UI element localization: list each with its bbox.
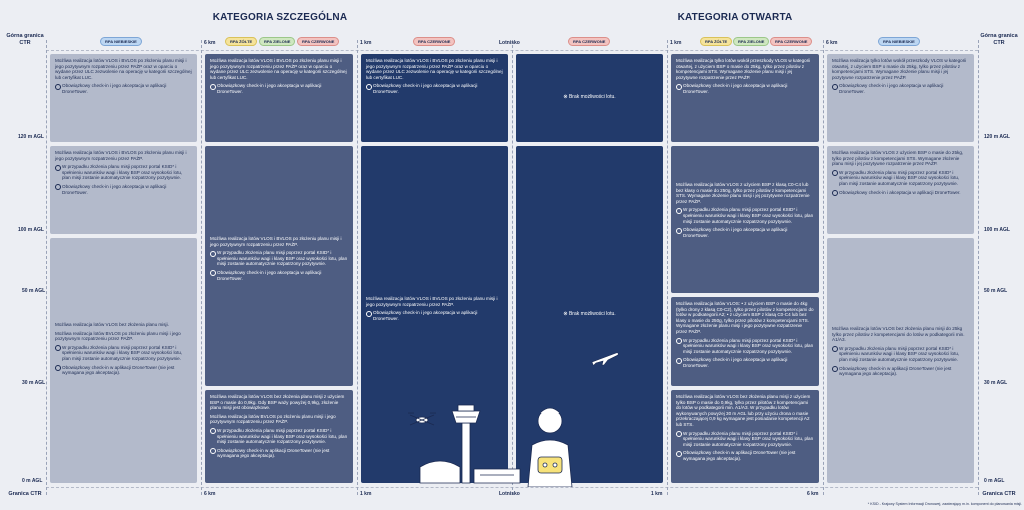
zone-pill-blue-right: RPA NIEBIESKIE (878, 37, 920, 46)
boundary-ctr-right (978, 40, 979, 495)
special-ygr-top-text: Możliwa realizacja lotów VLOS i BVLOS po złożeniu planu misji i jego pozytywnym rozpatrzeniu przez PAŻP oraz w oparciu o wydane przez ULC zezwolenie na operację w kategorii szczególnej lub certyfikat LUC. (210, 58, 347, 80)
open-ygr-mid-text: Możliwa realizacja lotów VLOS z użyciem BSP z klasą C0-C4 lub bez klasy o masie do 250g, tylko przez pilotów z kompetencjami STS. Wymagane złożenie planu misji i jej pozytywne rozpatrzenie przez PAŻP. (676, 182, 810, 204)
open-blue-top-text: Możliwa realizacja tylko lotów wokół przeszkody VLOS w kategorii otwartej, z użyciem BSP o masie do 25kg, tylko przez pilotów z kompetencjami STS. Wymagane złożenie planu misji i jej pozytywne rozpatrzenie przez PAŻP. (832, 58, 967, 80)
dist-6km-bottom-right: 6 km (807, 491, 819, 497)
alt-30-right: 30 m AGL (984, 380, 1008, 386)
special-red-top-box (361, 54, 508, 142)
special-red-top-checkin: Obowiązkowy check-in i jego akceptacja w aplikacji DroneTower. (366, 83, 503, 94)
ctr-bottom-right-label: Granica CTR (982, 491, 1016, 497)
open-blue-mid-text: Możliwa realizacja lotów VLOS z użyciem BSP o masie do 25kg, tylko przez pilotów z kompetencjami STS. Wymagane złożenie planu misji i jej pozytywne rozpatrzenie przez PAŻP. (832, 150, 964, 167)
alt-120-left: 120 m AGL (18, 134, 44, 140)
dist-airport-top: Lotnisko (499, 40, 520, 46)
open-blue-low-box (827, 238, 974, 483)
special-blue-low-checkin: Obowiązkowy check-in w aplikacji DroneTower (nie jest wymagana jego akceptacja). (55, 365, 192, 376)
open-ygr-low-ksid: W przypadku złożenia planu misji poprzez portal KSID* i spełnieniu warunków wagi i klasy BSP oraz wysokości lotu, plan misji zostanie automatycznie rozpatrzony pozytywnie. (676, 431, 814, 448)
boundary-6km-right (823, 40, 824, 495)
zone-pill-green-right: RPA ZIELONE (733, 37, 769, 46)
open-red-top-box (516, 54, 663, 142)
open-blue-top-box (827, 54, 974, 142)
open-red-top-no-flight: ⊗ Brak możliwości lotu. (516, 95, 663, 101)
zone-pill-yellow-left: RPA ŻÓŁTE (225, 37, 257, 46)
alt-100-left: 100 m AGL (18, 227, 44, 233)
open-blue-mid-checkin: Obowiązkowy check-in i akceptacja w aplikacji DroneTower. (832, 190, 969, 196)
special-blue-mid-box (50, 146, 197, 234)
open-red-low-no-flight: ⊗ Brak możliwości lotu. (516, 312, 663, 318)
dist-1km-top-right: 1 km (670, 40, 682, 46)
open-blue-mid-ksid: W przypadku złożenia planu misji poprzez portal KSID* i spełnieniu warunków wagi i klasy BSP oraz wysokości lotu, plan misji zostanie automatycznie rozpatrzony pozytywnie. (832, 170, 969, 187)
special-ygr-mid-box (205, 146, 353, 386)
special-ygr-top-box (205, 54, 353, 142)
special-blue-top-checkin: Obowiązkowy check-in i jego akceptacja w aplikacji DroneTower. (55, 83, 192, 94)
zone-pill-red-center-right: RPA CZERWONE (568, 37, 610, 46)
zone-pill-red-left: RPA CZERWONE (297, 37, 339, 46)
dist-6km-top-right: 6 km (826, 40, 838, 46)
zone-pill-green-left: RPA ZIELONE (259, 37, 295, 46)
zone-pill-red-right: RPA CZERWONE (770, 37, 812, 46)
drone-icon (408, 413, 436, 425)
alt-0-left: 0 m AGL (22, 478, 43, 484)
special-ygr-top-checkin: Obowiązkowy check-in i jego akceptacja w aplikacji DroneTower. (210, 83, 348, 94)
open-ygr-50-box (671, 297, 819, 386)
special-ygr-low-ksid: W przypadku złożenia planu misji poprzez portal KSID* i spełnieniu warunków wagi i klasy BSP oraz wysokości lotu, plan misji zostanie automatycznie rozpatrzony pozytywnie. (210, 428, 348, 445)
alt-50-right: 50 m AGL (984, 288, 1008, 294)
special-blue-mid-text: Możliwa realizacja lotów VLOS i BVLOS po złożeniu planu misji i jego pozytywnym rozpatrzeniu przez PAŻP. (55, 150, 187, 161)
special-ygr-low-checkin: Obowiązkowy check-in w aplikacji DroneTower (nie jest wymagana jego akceptacja). (210, 448, 348, 459)
dist-1km-bottom-right: 1 km (651, 491, 663, 497)
special-red-low-checkin: Obowiązkowy check-in i jego akceptacja w aplikacji DroneTower. (366, 310, 503, 321)
open-ygr-50-ksid: W przypadku złożenia planu misji poprzez portal KSID* i spełnieniu warunków wagi i klasy BSP oraz wysokości lotu, plan misji zostanie automatycznie rozpatrzony pozytywnie. (676, 338, 814, 355)
boundary-1km-left (357, 40, 358, 495)
special-ygr-low-bvlos: Możliwa realizacja lotów BVLOS po złożeniu planu misji i jego pozytywnym rozpatrzeniu przez PAŻP. (210, 413, 336, 425)
boundary-6km-left (201, 40, 202, 495)
dist-6km-bottom-left: 6 km (204, 491, 216, 497)
open-blue-low-ksid: W przypadku złożenia planu misji poprzez portal KSID* i spełnieniu warunków wagi i klasy BSP oraz wysokości lotu, plan misji zostanie automatycznie rozpatrzony pozytywnie. (832, 346, 969, 363)
open-ygr-top-text: Możliwa realizacja tylko lotów wokół przeszkody VLOS w kategorii otwartej, z użyciem BSP o masie do 25kg, tylko przez pilotów z kompetencjami STS. Wymagane złożenie planu misji i jej pozytywne rozpatrzenie przez PAŻP. (676, 58, 811, 80)
special-ygr-mid-ksid: W przypadku złożenia planu misji poprzez portal KSID* i spełnieniu warunków wagi i klasy BSP oraz wysokości lotu, plan misji zostanie automatycznie rozpatrzony pozytywnie. (210, 250, 348, 267)
dist-1km-bottom-left: 1 km (360, 491, 372, 497)
open-blue-low-checkin: Obowiązkowy check-in w aplikacji DroneTower (nie jest wymagana jego akceptacja). (832, 366, 969, 377)
special-blue-low-bvlos: Możliwa realizacja lotów BVLOS po złożeniu planu misji i jego pozytywnym rozpatrzeniu przez PAŻP. (55, 330, 181, 342)
open-ygr-low-text: Możliwa realizacja lotów VLOS bez złożenia planu misji z użyciem tylko BSP o masie do 0,9kg, tylko przez pilotów z kompetencjami do lotów w podkategorii min. A1/A3. W przypadku lotów wykonywanych powyżej 30 m AGL lub przy użyciu drona o masie przekraczającej 0,9 kg wymagane jest posiadanie kompetencji A2 lub STS. (676, 394, 811, 427)
special-ygr-low-box (205, 390, 353, 483)
boundary-1km-right (667, 40, 668, 495)
boundary-ctr-left (46, 40, 47, 495)
dist-1km-top-left: 1 km (360, 40, 372, 46)
footnote: * KSID - Krajowy System Informacji Dronowej, zawierający m.in. komponent do planowania misji. (867, 502, 1022, 506)
open-ygr-mid-ksid: W przypadku złożenia planu misji poprzez portal KSID* i spełnieniu warunków wagi i klasy BSP oraz wysokości lotu, plan misji zostanie automatycznie rozpatrzony pozytywnie. (676, 207, 814, 224)
special-ygr-mid-text: Możliwa realizacja lotów VLOS i BVLOS po złożeniu planu misji i jego pozytywnym rozpatrzeniu przez PAŻP. (210, 236, 342, 247)
open-ygr-50-checkin: Obowiązkowy check-in i jego akceptacja w aplikacji DroneTower. (676, 357, 814, 368)
open-ygr-top-box (671, 54, 819, 142)
special-blue-mid-checkin: Obowiązkowy check-in i jego akceptacja w aplikacji DroneTower. (55, 184, 192, 195)
special-blue-low-box (50, 238, 197, 483)
ctr-upper-right-label: Górna granica CTR (980, 33, 1018, 46)
alt-100-right: 100 m AGL (984, 227, 1010, 233)
ctr-bottom-left-label: Granica CTR (8, 491, 42, 497)
open-ygr-mid-checkin: Obowiązkowy check-in i jego akceptacja w aplikacji DroneTower. (676, 227, 814, 238)
airport-illustration (400, 395, 590, 487)
special-blue-mid-ksid: W przypadku złożenia planu misji poprzez portal KSID* i spełnieniu warunków wagi i klasy BSP oraz wysokości lotu, plan misji zostanie automatycznie rozpatrzony pozytywnie. (55, 164, 192, 181)
open-blue-low-text: Możliwa realizacja lotów VLOS bez złożenia planu misji do 25kg tylko przez pilotów z kompetencjami do lotów w podkategorii min. A1/A3. (832, 326, 965, 343)
special-ygr-low-text: Możliwa realizacja lotów VLOS bez złożenia planu misji z użyciem BSP o masie do 0,9kg. Gdy BSP waży powyżej 0,9kg, złożenie planu misji jest obowiązkowe. (210, 394, 345, 411)
zone-pill-yellow-right: RPA ŻÓŁTE (700, 37, 732, 46)
pilot-icon (528, 408, 572, 487)
alt-0-right: 0 m AGL (984, 478, 1005, 484)
category-open-title: KATEGORIA OTWARTA (677, 12, 793, 23)
open-ygr-50-text: Możliwa realizacja lotów VLOS: • z użyciem BSP o masie do 4kg (tylko drony z klasą C0-C2), tylko przez pilotów z kompetencjami do lotów w podkategorii A2; • z użyciem BSP z klasą C0-C4 lub bez klasy o masie do 250g, tylko przez pilotów z kompetencjami STS. Wymagane złożenie planu misji i jego pozytywne rozpatrzenie przez PAŻP. (676, 301, 814, 334)
open-ygr-top-checkin: Obowiązkowy check-in i jego akceptacja w aplikacji DroneTower. (676, 83, 814, 94)
airplane-icon (590, 350, 620, 366)
ctr-upper-left-label: Górna granica CTR (6, 33, 44, 46)
open-blue-top-checkin: Obowiązkowy check-in i jego akceptacja w aplikacji DroneTower. (832, 83, 969, 94)
special-blue-top-box (50, 54, 197, 142)
special-red-top-text: Możliwa realizacja lotów VLOS i BVLOS po złożeniu planu misji i jego pozytywnym rozpatrzeniu przez PAŻP oraz w oparciu o wydane przez ULC zezwolenie na operację w kategorii szczególnej lub certyfikat LUC. (366, 58, 503, 80)
open-ygr-low-checkin: Obowiązkowy check-in w aplikacji DroneTower (nie jest wymagana jego akceptacja). (676, 450, 814, 461)
open-blue-mid-box (827, 146, 974, 234)
zone-pill-red-center-left: RPA CZERWONE (413, 37, 455, 46)
dist-airport-bottom: Lotnisko (499, 491, 520, 497)
special-blue-low-text: Możliwa realizacja lotów VLOS bez złożenia planu misji. (55, 322, 169, 327)
alt-30-left: 30 m AGL (22, 380, 46, 386)
special-blue-top-text: Możliwa realizacja lotów VLOS i BVLOS po złożeniu planu misji i jego pozytywnym rozpatrzeniu przez PAŻP oraz w oparciu o wydane przez ULC zezwolenie na operację w kategorii szczególnej lub certyfikat LUC. (55, 58, 192, 80)
special-blue-low-ksid: W przypadku złożenia planu misji poprzez portal KSID* i spełnieniu warunków wagi i klasy BSP oraz wysokości lotu, plan misji zostanie automatycznie rozpatrzony pozytywnie. (55, 345, 192, 362)
dist-6km-top-left: 6 km (204, 40, 216, 46)
special-red-low-text: Możliwa realizacja lotów VLOS i BVLOS po złożeniu planu misji i jego pozytywnym rozpatrzeniu przez PAŻP. (366, 296, 498, 307)
alt-50-left: 50 m AGL (22, 288, 46, 294)
category-special-title: KATEGORIA SZCZEGÓLNA (212, 12, 348, 23)
alt-120-right: 120 m AGL (984, 134, 1010, 140)
special-ygr-mid-checkin: Obowiązkowy check-in i jego akceptacja w aplikacji DroneTower. (210, 270, 348, 281)
open-ygr-mid-box (671, 146, 819, 293)
zone-pill-blue-left: RPA NIEBIESKIE (100, 37, 142, 46)
open-ygr-low-box (671, 390, 819, 483)
